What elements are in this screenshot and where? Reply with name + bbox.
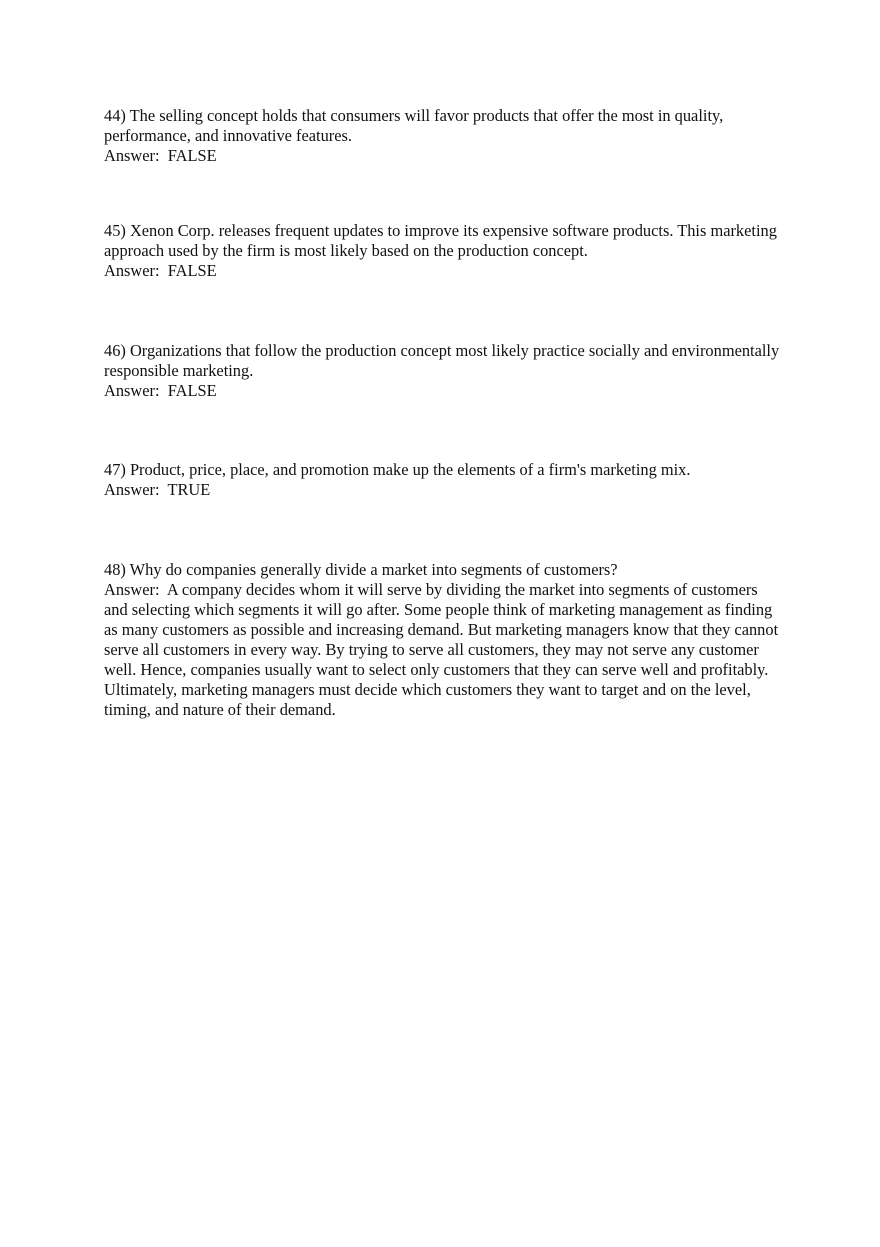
answer-value: FALSE xyxy=(167,261,217,280)
question-text: 47) Product, price, place, and promotion make up the elements of a firm's marketing mix. xyxy=(104,460,691,479)
answer-label: Answer: xyxy=(104,261,168,280)
question-block-45 xyxy=(104,221,784,281)
answer-line xyxy=(104,261,784,281)
answer-value: TRUE xyxy=(167,480,211,499)
question-block-47 xyxy=(104,460,784,500)
question-text: 46) Organizations that follow the production concept most likely practice socially and environmentally responsible marketing. xyxy=(104,341,780,380)
answer-label: Answer: xyxy=(104,381,168,400)
answer-line xyxy=(104,381,784,401)
question-block-48 xyxy=(104,560,784,720)
question-text: 48) Why do companies generally divide a market into segments of customers? xyxy=(104,560,618,579)
question-block-46 xyxy=(104,341,784,401)
answer-label: Answer: xyxy=(104,480,168,499)
answer-line xyxy=(104,146,784,166)
question-text: 45) Xenon Corp. releases frequent updates to improve its expensive software products. This marketing approach used by the firm is most likely based on the production concept. xyxy=(104,221,777,260)
question-block-44 xyxy=(104,106,784,166)
answer-value: FALSE xyxy=(167,381,217,400)
answer-value: FALSE xyxy=(167,146,217,165)
answer-line xyxy=(104,480,784,500)
question-text: 44) The selling concept holds that consumers will favor products that offer the most in quality, performance, and innovative features. xyxy=(104,106,724,145)
answer-line xyxy=(104,580,784,720)
answer-label: Answer: xyxy=(104,580,167,599)
answer-label: Answer: xyxy=(104,146,168,165)
answer-value: A company decides whom it will serve by dividing the market into segments of customers and selecting which segments it will go after. Some people think of marketing management as finding as many customers as possible and increasing demand. But marketing managers know that they cannot serve all customers in every way. By trying to serve all customers, they may not serve any customer well. Hence, companies usually want to select only customers that they can serve well and profitably. Ultimately, marketing managers must decide which customers they want to target and on the level, timing, and nature of their demand. xyxy=(104,580,779,719)
